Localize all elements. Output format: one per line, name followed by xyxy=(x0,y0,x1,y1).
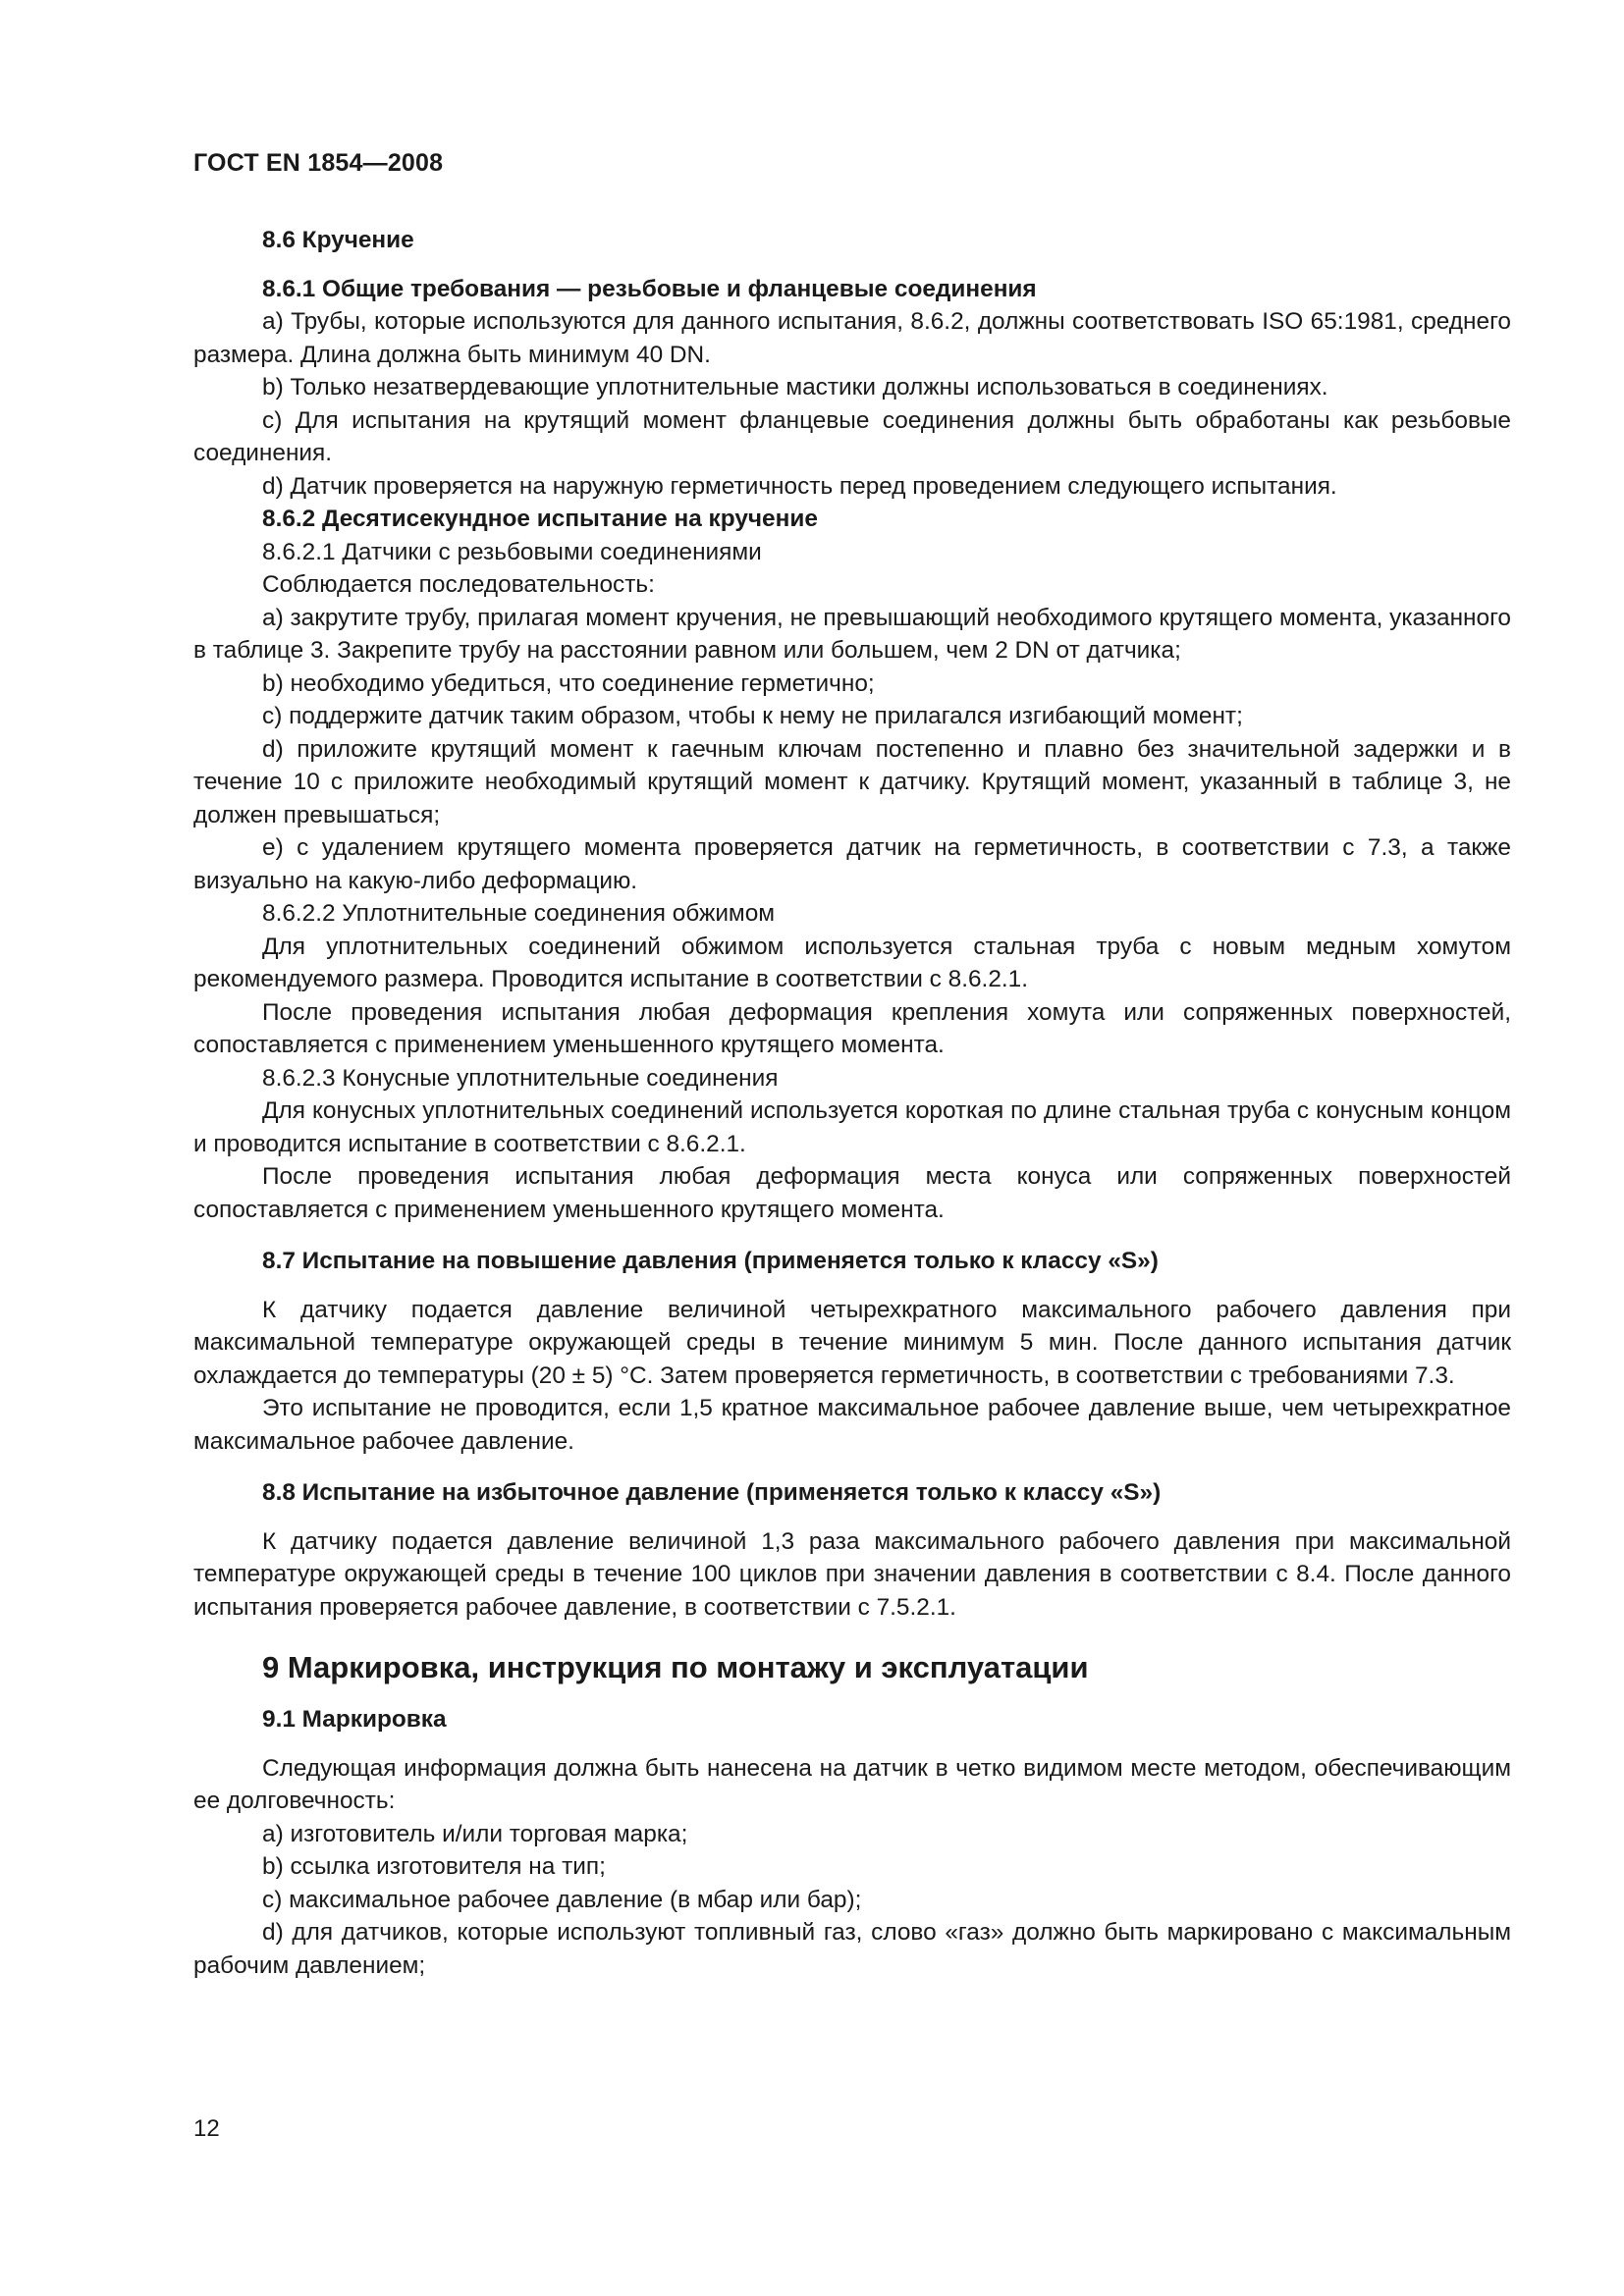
paragraph-8-6-2-1-e: e) с удалением крутящего момента проверяется датчик на герметичность, в соответствии с 7.3, а также визуально на какую-либо деформацию. xyxy=(193,834,1511,894)
paragraph-9-1-b: b) ссылка изготовителя на тип; xyxy=(262,1853,606,1880)
paragraph-8-6-2-3-p2: После проведения испытания любая деформация места конуса или сопряженных поверхностей сопоставляется с применением уменьшенного крутящего момента. xyxy=(193,1163,1511,1223)
paragraph-8-6-2-2-p2: После проведения испытания любая деформация крепления хомута или сопряженных поверхностей, сопоставляется с применением уменьшенного крутящего момента. xyxy=(193,998,1511,1058)
paragraph-9-1-a: a) изготовитель и/или торговая марка; xyxy=(262,1820,688,1847)
paragraph-8-7-p2: Это испытание не проводится, если 1,5 кратное максимальное рабочее давление выше, чем четырехкратное максимальное рабочее давление. xyxy=(193,1395,1511,1455)
paragraph-8-6-1-c: c) Для испытания на крутящий момент фланцевые соединения должны быть обработаны как резьбовые соединения. xyxy=(193,406,1511,466)
section-8-6-title: 8.6 Кручение xyxy=(262,227,414,253)
paragraph-8-6-2-1-d: d) приложите крутящий момент к гаечным ключам постепенно и плавно без значительной задержки и в течение 10 с приложите необходимый крутящий момент к датчику. Крутящий момент, указанный в таблице 3, не должен превышаться; xyxy=(193,735,1511,828)
page-number: 12 xyxy=(193,2115,220,2142)
paragraph-8-6-1-d: d) Датчик проверяется на наружную герметичность перед проведением следующего испытания. xyxy=(262,472,1337,500)
paragraph-8-8-p1: К датчику подается давление величиной 1,3 раза максимального рабочего давления при максимальной температуре окружающей среды в течение 100 циклов при значении давления в соответствии с 8.4. После данного испытания проверяется рабочее давление, в соответствии с 7.5.2.1. xyxy=(193,1527,1511,1621)
section-8-7-title: 8.7 Испытание на повышение давления (применяется только к классу «S») xyxy=(262,1248,1159,1274)
paragraph-8-6-2-1-c: c) поддержите датчик таким образом, чтобы к нему не прилагался изгибающий момент; xyxy=(262,703,1243,729)
section-9-1-title: 9.1 Маркировка xyxy=(262,1706,447,1733)
section-8-6-2-title: 8.6.2 Десятисекундное испытание на кручение xyxy=(262,506,818,532)
paragraph-8-6-1-b: b) Только незатвердевающие уплотнительные мастики должны использоваться в соединениях. xyxy=(262,374,1328,400)
document-header: ГОСТ EN 1854—2008 xyxy=(193,149,444,177)
paragraph-9-1-d: d) для датчиков, которые используют топливный газ, слово «газ» должно быть маркировано с максимальным рабочим давлением; xyxy=(193,1919,1511,1979)
section-8-6-1-title: 8.6.1 Общие требования — резьбовые и фланцевые соединения xyxy=(262,275,1037,302)
section-8-6-2-1-title: 8.6.2.1 Датчики с резьбовыми соединениями xyxy=(262,538,762,565)
document-body xyxy=(193,224,1511,1982)
paragraph-9-1-c: c) максимальное рабочее давление (в мбар или бар); xyxy=(262,1886,862,1913)
section-8-6-2-3-title: 8.6.2.3 Конусные уплотнительные соединения xyxy=(262,1064,779,1092)
paragraph-8-6-2-1-a: a) закрутите трубу, прилагая момент кручения, не превышающий необходимого крутящего момента, указанного в таблице 3. Закрепите трубу на расстоянии равном или большем, чем 2 DN от датчика; xyxy=(193,604,1511,664)
section-9-title: 9 Маркировка, инструкция по монтажу и эксплуатации xyxy=(262,1650,1089,1684)
paragraph-9-1-intro: Следующая информация должна быть нанесена на датчик в четко видимом месте методом, обеспечивающим ее долговечность: xyxy=(193,1754,1511,1814)
section-8-6-2-2-title: 8.6.2.2 Уплотнительные соединения обжимом xyxy=(262,900,776,927)
paragraph-8-6-2-3-p1: Для конусных уплотнительных соединений используется короткая по длине стальная труба с конусным концом и проводится испытание в соответствии с 8.6.2.1. xyxy=(193,1097,1511,1157)
section-8-8-title: 8.8 Испытание на избыточное давление (применяется только к классу «S») xyxy=(262,1479,1162,1506)
paragraph-8-6-2-1-b: b) необходимо убедиться, что соединение герметично; xyxy=(262,669,875,697)
paragraph-8-6-2-2-p1: Для уплотнительных соединений обжимом используется стальная труба с новым медным хомутом рекомендуемого размера. Проводится испытание в соответствии с 8.6.2.1. xyxy=(193,933,1511,992)
paragraph-8-6-2-1-intro: Соблюдается последовательность: xyxy=(262,571,655,598)
paragraph-8-6-1-a: a) Трубы, которые используются для данного испытания, 8.6.2, должны соответствовать ISO 65:1981, среднего размера. Длина должна быть минимум 40 DN. xyxy=(193,308,1511,368)
paragraph-8-7-p1: К датчику подается давление величиной четырехкратного максимального рабочего давления при максимальной температуре окружающей среды в течение минимум 5 мин. После данного испытания датчик охлаждается до температуры (20 ± 5) °C. Затем проверяется герметичность, в соответствии с требованиями 7.3. xyxy=(193,1296,1511,1389)
